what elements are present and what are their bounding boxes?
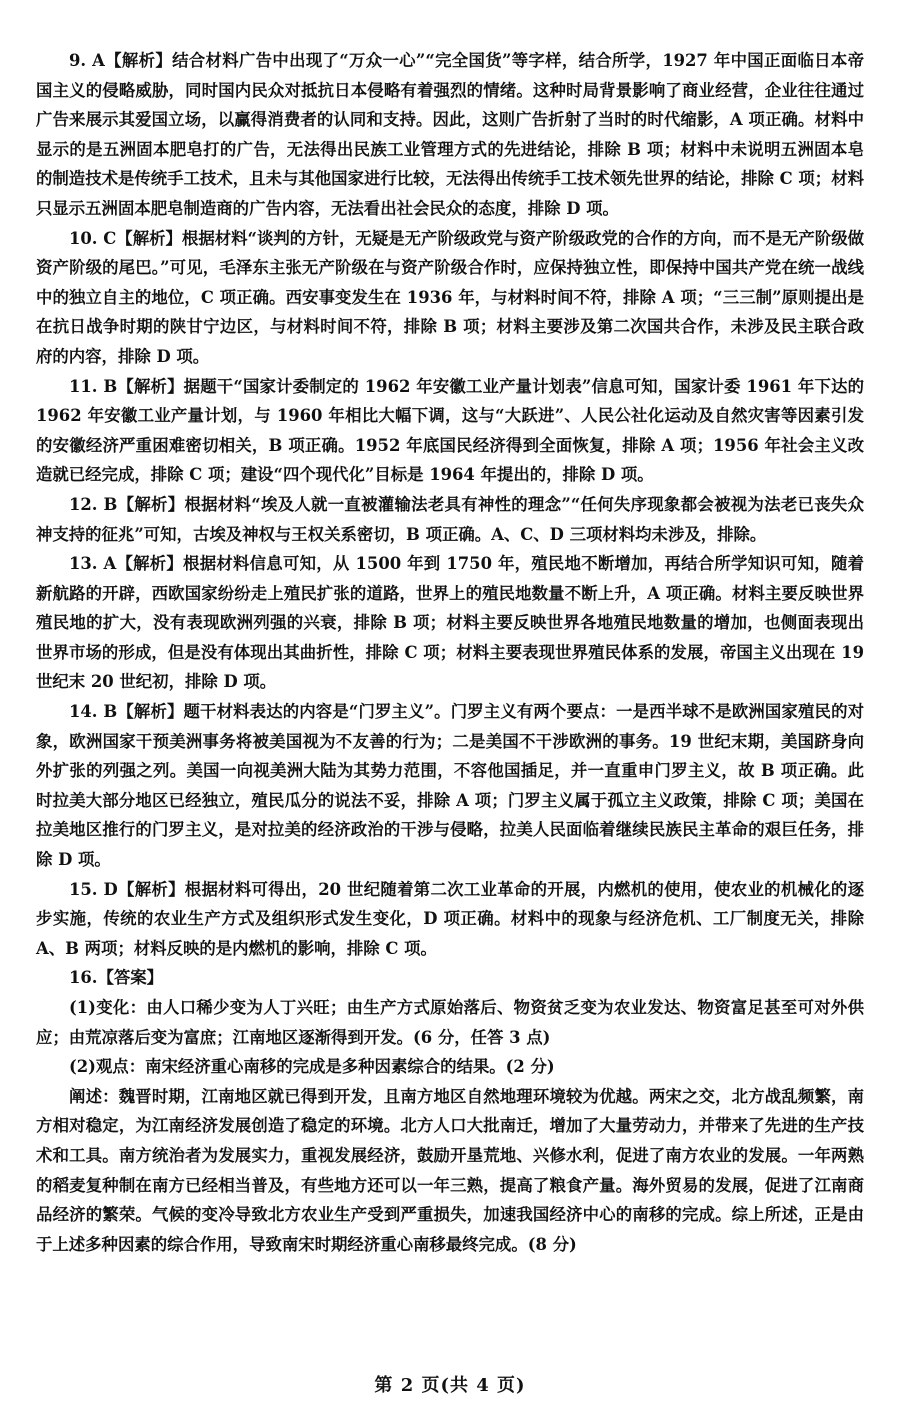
answer-q15: 15. D【解析】根据材料可得出，20 世纪随着第二次工业革命的开展，内燃机的使用，使农业的机械化的逐步实施，传统的农业生产方式及组织形式发生变化，D 项正确。材料中的现象与经济危机、工厂制度无关，排除 A、B 两项；材料反映的是内燃机的影响，排除 C 项。 [36, 879, 864, 958]
answer-q16-part2-elaboration: 阐述：魏晋时期，江南地区就已得到开发，且南方地区自然地理环境较为优越。两宋之交，北方战乱频繁，南方相对稳定，为江南经济发展创造了稳定的环境。北方人口大批南迁，增加了大量劳动力，并带来了先进的生产技术和工具。南方统治者为发展实力，重视发展经济，鼓励开垦荒地、兴修水利，促进了南方农业的发展。一年两熟的稻麦复种制在南方已经相当普及，有些地方还可以一年三熟，提高了粮食产量。海外贸易的发展，促进了江南商品经济的繁荣。气候的变冷导致北方农业生产受到严重损失，加速我国经济中心的南移的完成。综上所述，正是由于上述多种因素的综合作用，导致南宋时期经济重心南移最终完成。(8 分) [36, 1086, 864, 1254]
answer-q11: 11. B【解析】据题干“国家计委制定的 1962 年安徽工业产量计划表”信息可知，国家计委 1961 年下达的 1962 年安徽工业产量计划，与 1960 年相比大幅下调，这与“大跃进”、人民公社化运动及自然灾害等因素引发的安徽经济严重困难密切相关，B 项正确。1952 年底国民经济得到全面恢复，排除 A 项；1956 年社会主义改造就已经完成，排除 C 项；建设“四个现代化”目标是 1964 年提出的，排除 D 项。 [36, 376, 864, 485]
page-number-footer: 第 2 页(共 4 页) [374, 1375, 526, 1396]
answer-q16-part1: (1)变化：由人口稀少变为人丁兴旺；由生产方式原始落后、物资贫乏变为农业发达、物资富足甚至可对外供应；由荒凉落后变为富庶；江南地区逐渐得到开发。(6 分，任答 3 点) [36, 998, 864, 1047]
answer-q13: 13. A【解析】根据材料信息可知，从 1500 年到 1750 年，殖民地不断增加，再结合所学知识可知，随着新航路的开辟，西欧国家纷纷走上殖民扩张的道路，世界上的殖民地数量不断上升，A 项正确。材料主要反映世界殖民地的扩大，没有表现欧洲列强的兴衰，排除 B 项；材料主要反映世界各地殖民地数量的增加，也侧面表现出世界市场的形成，但是没有体现出其曲折性，排除 C 项；材料主要表现世界殖民体系的发展，帝国主义出现在 19 世纪末 20 世纪初，排除 D 项。 [36, 554, 864, 692]
answer-page [36, 46, 864, 1259]
answer-q10: 10. C【解析】根据材料“谈判的方针，无疑是无产阶级政党与资产阶级政党的合作的方向，而不是无产阶级做资产阶级的尾巴。”可见，毛泽东主张无产阶级在与资产阶级合作时，应保持独立性，即保持中国共产党在统一战线中的独立自主的地位，C 项正确。西安事变发生在 1936 年，与材料时间不符，排除 A 项；“三三制”原则提出是在抗日战争时期的陕甘宁边区，与材料时间不符，排除 B 项；材料主要涉及第二次国共合作，未涉及民主联合政府的内容，排除 D 项。 [36, 228, 864, 366]
answer-q16-part2-viewpoint: (2)观点：南宋经济重心南移的完成是多种因素综合的结果。(2 分) [69, 1057, 555, 1077]
answer-q9: 9. A【解析】结合材料广告中出现了“万众一心”“完全国货”等字样，结合所学，1927 年中国正面临日本帝国主义的侵略威胁，同时国内民众对抵抗日本侵略有着强烈的情绪。这种时局背景影响了商业经营，企业往往通过广告来展示其爱国立场，以赢得消费者的认同和支持。因此，这则广告折射了当时的时代缩影，A 项正确。材料中显示的是五洲固本肥皂打的广告，无法得出民族工业管理方式的先进结论，排除 B 项；材料中未说明五洲固本皂的制造技术是传统手工技术，且未与其他国家进行比较，无法得出传统手工技术领先世界的结论，排除 C 项；材料只显示五洲固本肥皂制造商的广告内容，无法看出社会民众的态度，排除 D 项。 [36, 51, 864, 218]
answer-q14: 14. B【解析】题干材料表达的内容是“门罗主义”。门罗主义有两个要点：一是西半球不是欧洲国家殖民的对象，欧洲国家干预美洲事务将被美国视为不友善的行为；二是美国不干涉欧洲的事务。19 世纪末期，美国跻身向外扩张的列强之列。美国一向视美洲大陆为其势力范围，不容他国插足，并一直重申门罗主义，故 B 项正确。此时拉美大部分地区已经独立，殖民瓜分的说法不妥，排除 A 项；门罗主义属于孤立主义政策，排除 C 项；美国在拉美地区推行的门罗主义，是对拉美的经济政治的干涉与侵略，拉美人民面临着继续民族民主革命的艰巨任务，排除 D 项。 [36, 702, 864, 870]
answer-q12: 12. B【解析】根据材料“埃及人就一直被灌输法老具有神性的理念”“任何失序现象都会被视为法老已丧失众神支持的征兆”可知，古埃及神权与王权关系密切，B 项正确。A、C、D 三项材料均未涉及，排除。 [36, 494, 864, 544]
answer-q16-title: 16.【答案】 [69, 968, 164, 988]
